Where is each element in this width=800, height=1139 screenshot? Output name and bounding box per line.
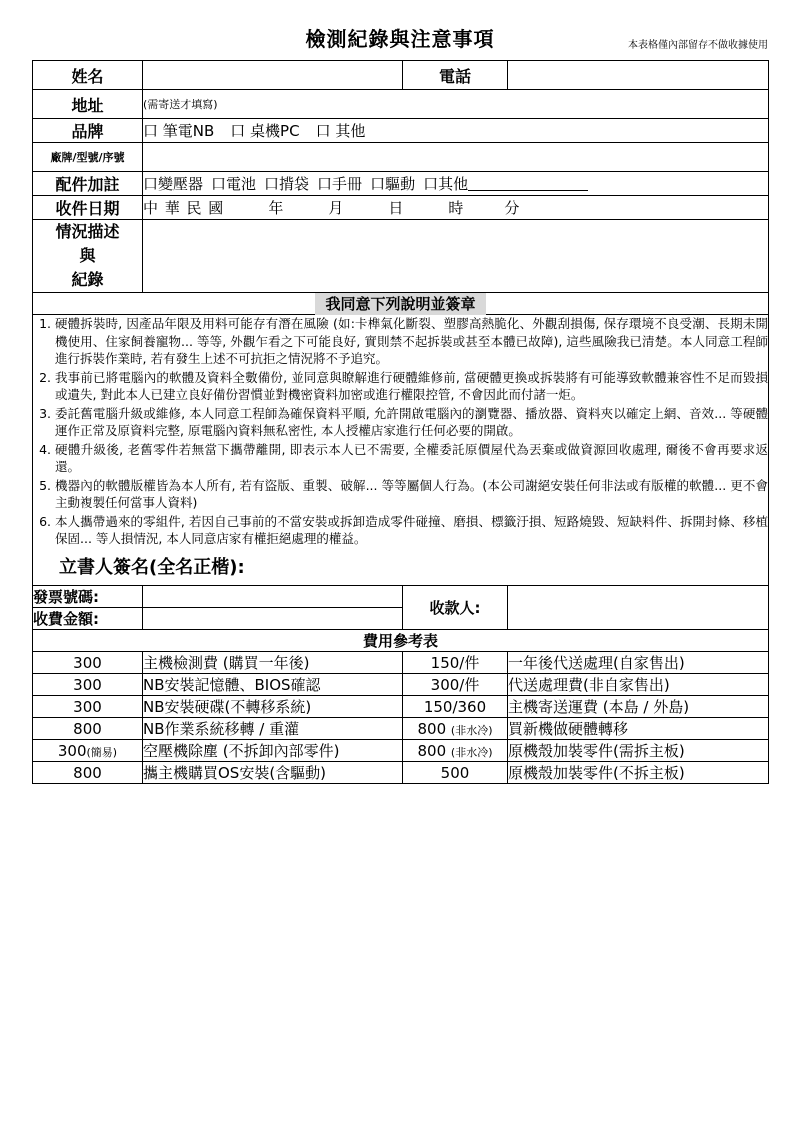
accessory-other-input[interactable]	[468, 175, 588, 191]
accessory-label: 配件加註	[33, 172, 143, 196]
main-form-table	[32, 60, 769, 784]
fee-price-left	[33, 740, 143, 762]
list-item: 4. 硬體升級後, 老舊零件若無當下攜帶離開, 即表示本人已不需要, 全權委託原價屋代為丟棄或做資源回收處理, 爾後不會再要求返還。	[55, 441, 768, 476]
situation-label	[33, 220, 143, 293]
fee-price-right	[403, 718, 508, 740]
model-label: 廠牌/型號/序號	[33, 143, 143, 172]
name-field[interactable]	[143, 61, 403, 90]
fee-price-main: 800	[417, 741, 447, 760]
date-era: 中 華 民 國	[143, 199, 225, 217]
checkbox-bag[interactable]: 口揹袋	[264, 175, 310, 193]
date-month[interactable]: 月	[328, 199, 345, 217]
fee-price-left: 300	[33, 696, 143, 718]
table-row-model	[33, 143, 769, 172]
checkbox-adapter[interactable]: 口變壓器	[143, 175, 204, 193]
date-year[interactable]: 年	[268, 199, 285, 217]
table-row-terms	[33, 315, 769, 586]
signature-label[interactable]: 立書人簽名(全名正楷):	[59, 556, 245, 578]
fee-price-note: (非水冷)	[450, 723, 493, 737]
payee-field[interactable]	[508, 586, 769, 630]
page-title: 檢測紀錄與注意事項	[305, 27, 495, 51]
fee-price-note: (簡易)	[86, 745, 118, 759]
fee-price-note: (非水冷)	[450, 745, 493, 759]
table-row-name	[33, 61, 769, 90]
date-hour[interactable]: 時	[448, 199, 465, 217]
fee-price-left: 800	[33, 762, 143, 784]
fee-desc-left: NB作業系統移轉 / 重灌	[143, 718, 403, 740]
checkbox-notebook[interactable]: 口 筆電NB	[143, 122, 215, 140]
model-field[interactable]	[143, 143, 769, 172]
table-row-fee-title	[33, 630, 769, 652]
table-row-address	[33, 90, 769, 119]
brand-label: 品牌	[33, 119, 143, 143]
date-day[interactable]: 日	[388, 199, 405, 217]
agreement-banner-text: 我同意下列說明並簽章	[315, 293, 485, 315]
situation-label-line-1: 情況描述	[55, 222, 120, 241]
checkbox-manual[interactable]: 口手冊	[317, 175, 363, 193]
fee-price-left: 300	[33, 652, 143, 674]
checkbox-battery[interactable]: 口電池	[211, 175, 257, 193]
fee-price-right: 150/360	[403, 696, 508, 718]
fee-desc-left: 空壓機除塵 (不拆卸內部零件)	[143, 740, 403, 762]
table-row-invoice	[33, 586, 769, 608]
list-item: 6. 本人攜帶過來的零組件, 若因自己事前的不當安裝或拆卸造成零件碰撞、磨損、標籤汙損、短路燒毀、短缺料件、拆開封條、移植保固... 等人損情況, 本人同意店家有權拒絕處理的權益。	[55, 513, 768, 548]
situation-label-line-3: 紀錄	[71, 270, 104, 289]
receive-date-label: 收件日期	[33, 196, 143, 220]
receive-date-field[interactable]	[143, 196, 769, 220]
fee-desc-left: 攜主機購買OS安裝(含驅動)	[143, 762, 403, 784]
fee-price-right: 150/件	[403, 652, 508, 674]
amount-field[interactable]	[143, 608, 403, 630]
fee-price-main: 300	[57, 741, 87, 760]
fee-price-left: 300	[33, 674, 143, 696]
terms-block	[33, 315, 769, 586]
checkbox-desktop[interactable]: 口 桌機PC	[230, 122, 300, 140]
terms-list	[33, 315, 768, 548]
checkbox-driver[interactable]: 口驅動	[370, 175, 416, 193]
table-row	[33, 718, 769, 740]
list-item: 5. 機器內的軟體版權皆為本人所有, 若有盜版、重製、破解... 等等屬個人行為。(本公司謝絕安裝任何非法或有版權的軟體... 更不會主動複製任何當事人資料)	[55, 477, 768, 512]
fee-desc-left: 主機檢測費 (購買一年後)	[143, 652, 403, 674]
checkbox-other-brand[interactable]: 口 其他	[315, 122, 366, 140]
situation-field[interactable]	[143, 220, 769, 293]
accessory-options[interactable]	[143, 172, 769, 196]
table-row-agreement-banner	[33, 293, 769, 315]
fee-desc-left: NB安裝記憶體、BIOS確認	[143, 674, 403, 696]
fee-desc-right: 一年後代送處理(自家售出)	[508, 652, 769, 674]
phone-label: 電話	[403, 61, 508, 90]
fee-table-title: 費用參考表	[33, 630, 769, 652]
fee-desc-right: 代送處理費(非自家售出)	[508, 674, 769, 696]
fee-desc-right: 買新機做硬體轉移	[508, 718, 769, 740]
phone-field[interactable]	[508, 61, 769, 90]
table-row	[33, 740, 769, 762]
list-item: 3. 委託舊電腦升級或維修, 本人同意工程師為確保資料平順, 允許開啟電腦內的瀏覽器、播放器、資料夾以確定上網、音效... 等硬體運作正常及原資料完整, 原電腦內資料無私密性, 本人授權店家進行任何必要的開啟。	[55, 405, 768, 440]
amount-label: 收費金額:	[33, 608, 143, 630]
fee-desc-right: 原機殼加裝零件(不拆主板)	[508, 762, 769, 784]
list-item: 2. 我事前已將電腦內的軟體及資料全數備份, 並同意與瞭解進行硬體維修前, 當硬體更換或拆裝將有可能導致軟體兼容性不足而毀損或遺失, 對此本人已建立良好備份習慣並對機密資料加密或進行權限控管, 不會因此而付諸一炬。	[55, 369, 768, 404]
table-row	[33, 762, 769, 784]
brand-options[interactable]	[143, 119, 769, 143]
fee-price-right: 500	[403, 762, 508, 784]
fee-desc-right: 主機寄送運費 (本島 / 外島)	[508, 696, 769, 718]
table-row	[33, 696, 769, 718]
table-row	[33, 652, 769, 674]
table-row-accessory	[33, 172, 769, 196]
fee-price-right: 300/件	[403, 674, 508, 696]
table-row-brand	[33, 119, 769, 143]
payee-label: 收款人:	[403, 586, 508, 630]
invoice-label: 發票號碼:	[33, 586, 143, 608]
situation-label-line-2: 與	[79, 246, 96, 265]
table-row-situation	[33, 220, 769, 293]
address-field[interactable]: (需寄送才填寫)	[143, 90, 769, 119]
header-note: 本表格僅內部留存不做收據使用	[628, 40, 768, 51]
fee-price-left: 800	[33, 718, 143, 740]
table-row-receive-date	[33, 196, 769, 220]
address-label: 地址	[33, 90, 143, 119]
invoice-field[interactable]	[143, 586, 403, 608]
table-row	[33, 674, 769, 696]
list-item: 1. 硬體拆裝時, 因產品年限及用料可能存有潛在風險 (如:卡榫氣化斷裂、塑膠高熱脆化、外觀刮損傷, 保存環境不良受潮、長期未開機使用、住家飼養寵物... 等等, 外觀乍看之下可能良好, 實則禁不起拆裝或甚至本體已故障), 這些風險我已清楚。本人同意工程師進行拆裝作業時, 若有發生上述不可抗拒之情況將不予追究。	[55, 315, 768, 368]
document-header	[32, 26, 768, 60]
fee-price-main: 800	[417, 719, 447, 738]
fee-price-right	[403, 740, 508, 762]
agreement-banner	[33, 293, 769, 315]
fee-desc-right: 原機殼加裝零件(需拆主板)	[508, 740, 769, 762]
date-minute[interactable]: 分	[504, 199, 521, 217]
fee-desc-left: NB安裝硬碟(不轉移系統)	[143, 696, 403, 718]
name-label: 姓名	[33, 61, 143, 90]
checkbox-other-accessory[interactable]: 口其他	[423, 175, 469, 193]
